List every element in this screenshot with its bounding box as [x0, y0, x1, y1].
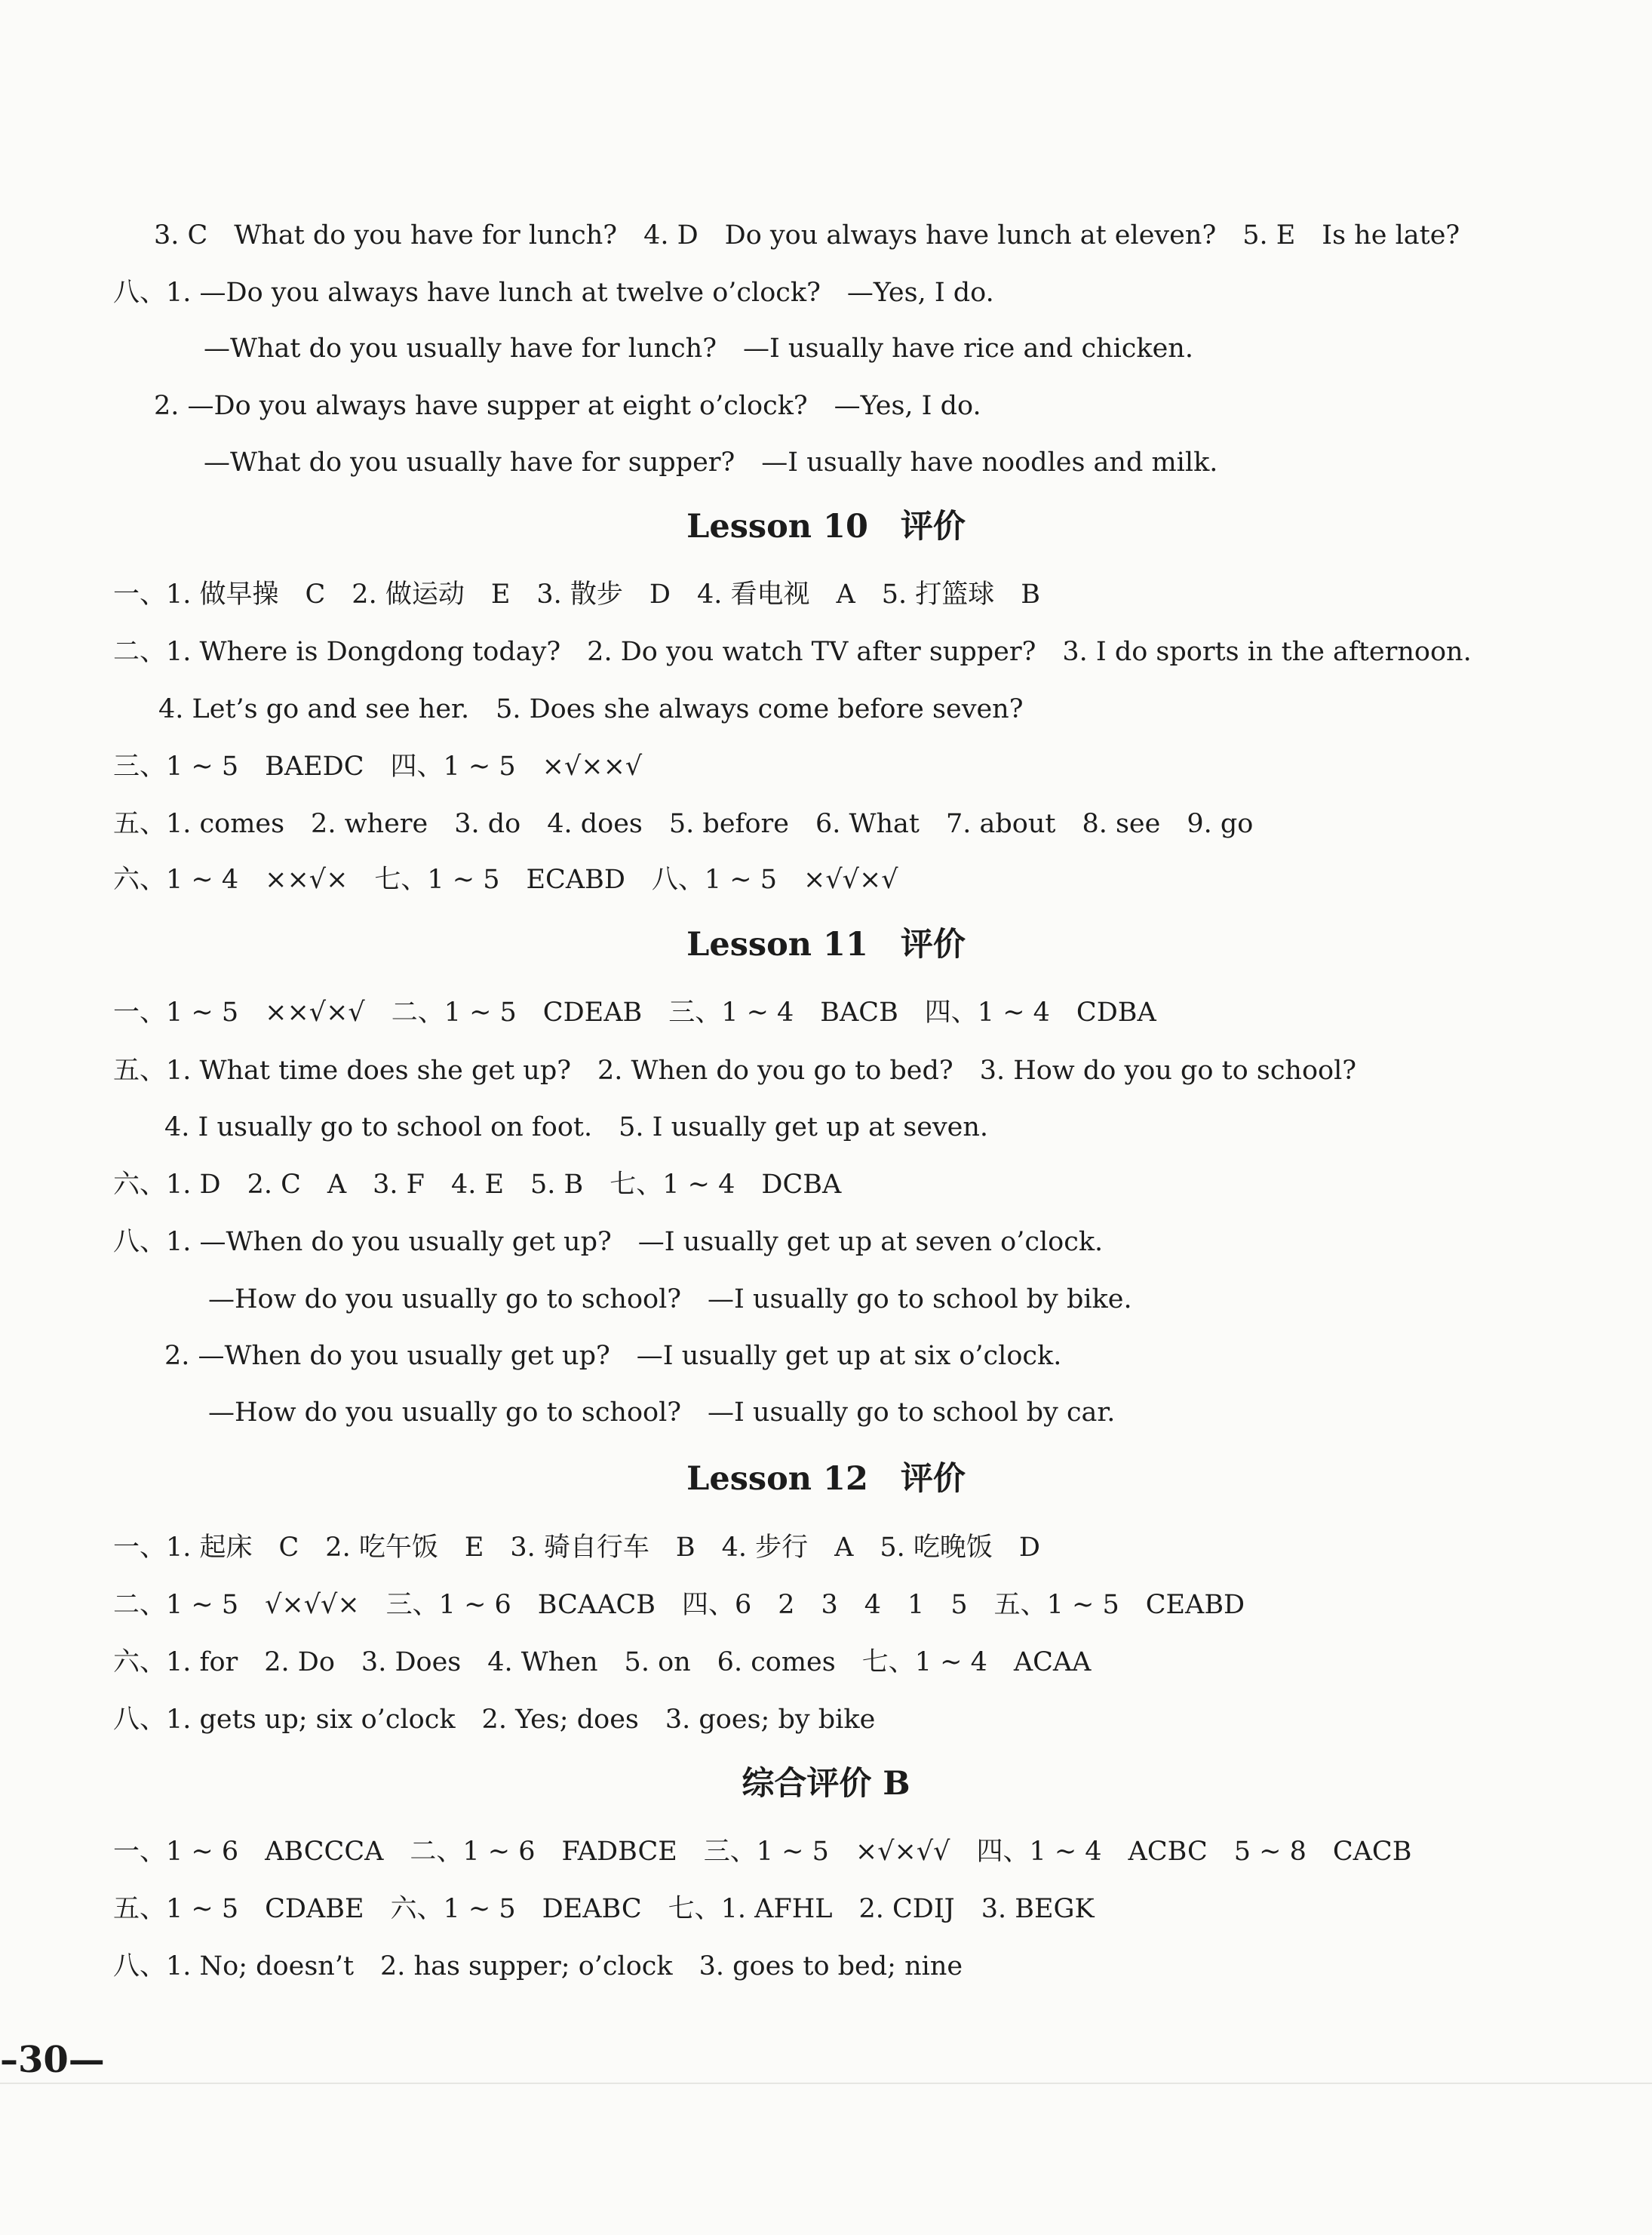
answer-line: 二、1. Where is Dongdong today? 2. Do you watch TV after supper? 3. I do sports in the afternoon.	[113, 637, 1472, 667]
answer-line: —What do you usually have for lunch? —I usually have rice and chicken.	[204, 334, 1193, 364]
answer-line: 六、1. D 2. C A 3. F 4. E 5. B 七、1 ~ 4 DCBA	[113, 1170, 842, 1200]
answer-line: 八、1. —When do you usually get up? —I usually get up at seven o’clock.	[113, 1227, 1104, 1257]
answer-line: 六、1. for 2. Do 3. Does 4. When 5. on 6. comes 七、1 ~ 4 ACAA	[113, 1647, 1092, 1677]
answer-line: 五、1. comes 2. where 3. do 4. does 5. before 6. What 7. about 8. see 9. go	[113, 809, 1254, 839]
answer-line: 五、1 ~ 5 CDABE 六、1 ~ 5 DEABC 七、1. AFHL 2. CDIJ 3. BEGK	[113, 1894, 1095, 1924]
section-heading-lesson-12: Lesson 12 评价	[686, 1460, 966, 1498]
section-heading-review-b: 综合评价 B	[742, 1765, 910, 1803]
answer-line: 八、1. gets up; six o’clock 2. Yes; does 3. goes; by bike	[113, 1705, 876, 1735]
answer-line: 五、1. What time does she get up? 2. When do you go to bed? 3. How do you go to school?	[113, 1056, 1357, 1086]
answer-line: 2. —Do you always have supper at eight o’clock? —Yes, I do.	[154, 391, 981, 421]
answer-line: —How do you usually go to school? —I usually go to school by car.	[208, 1397, 1116, 1428]
page-number: –30—	[0, 2039, 105, 2081]
answer-line: 3. C What do you have for lunch? 4. D Do you always have lunch at eleven? 5. E Is he late?	[154, 220, 1460, 251]
answer-line: 2. —When do you usually get up? —I usually get up at six o’clock.	[164, 1341, 1062, 1371]
answer-line: —How do you usually go to school? —I usually go to school by bike.	[208, 1284, 1132, 1314]
footer-divider	[0, 2083, 1652, 2084]
answer-line: —What do you usually have for supper? —I usually have noodles and milk.	[204, 447, 1218, 478]
answer-line: 一、1. 起床 C 2. 吃午饭 E 3. 骑自行车 B 4. 步行 A 5. 吃晚饭 D	[113, 1533, 1040, 1563]
answer-line: 三、1 ~ 5 BAEDC 四、1 ~ 5 ×√××√	[113, 752, 643, 782]
page-number-value: 30	[18, 2039, 69, 2081]
answer-line: 4. Let’s go and see her. 5. Does she always come before seven?	[158, 694, 1024, 724]
section-heading-lesson-10: Lesson 10 评价	[686, 508, 966, 546]
answer-line: 一、1 ~ 6 ABCCCA 二、1 ~ 6 FADBCE 三、1 ~ 5 ×√×√√ 四、1 ~ 4 ACBC 5 ~ 8 CACB	[113, 1837, 1412, 1867]
answer-line: 4. I usually go to school on foot. 5. I usually get up at seven.	[164, 1112, 989, 1142]
section-heading-lesson-11: Lesson 11 评价	[686, 926, 966, 964]
answer-line: 六、1 ~ 4 ××√× 七、1 ~ 5 ECABD 八、1 ~ 5 ×√√×√	[113, 865, 898, 895]
answer-line: 一、1 ~ 5 ××√×√ 二、1 ~ 5 CDEAB 三、1 ~ 4 BACB 四、1 ~ 4 CDBA	[113, 998, 1156, 1028]
answer-line: 一、1. 做早操 C 2. 做运动 E 3. 散步 D 4. 看电视 A 5. 打篮球 B	[113, 580, 1040, 610]
answer-line: 二、1 ~ 5 √×√√× 三、1 ~ 6 BCAACB 四、6 2 3 4 1 5 五、1 ~ 5 CEABD	[113, 1590, 1245, 1620]
answer-line: 八、1. No; doesn’t 2. has supper; o’clock 3. goes to bed; nine	[113, 1951, 963, 1981]
answer-line: 八、1. —Do you always have lunch at twelve o’clock? —Yes, I do.	[113, 278, 994, 308]
